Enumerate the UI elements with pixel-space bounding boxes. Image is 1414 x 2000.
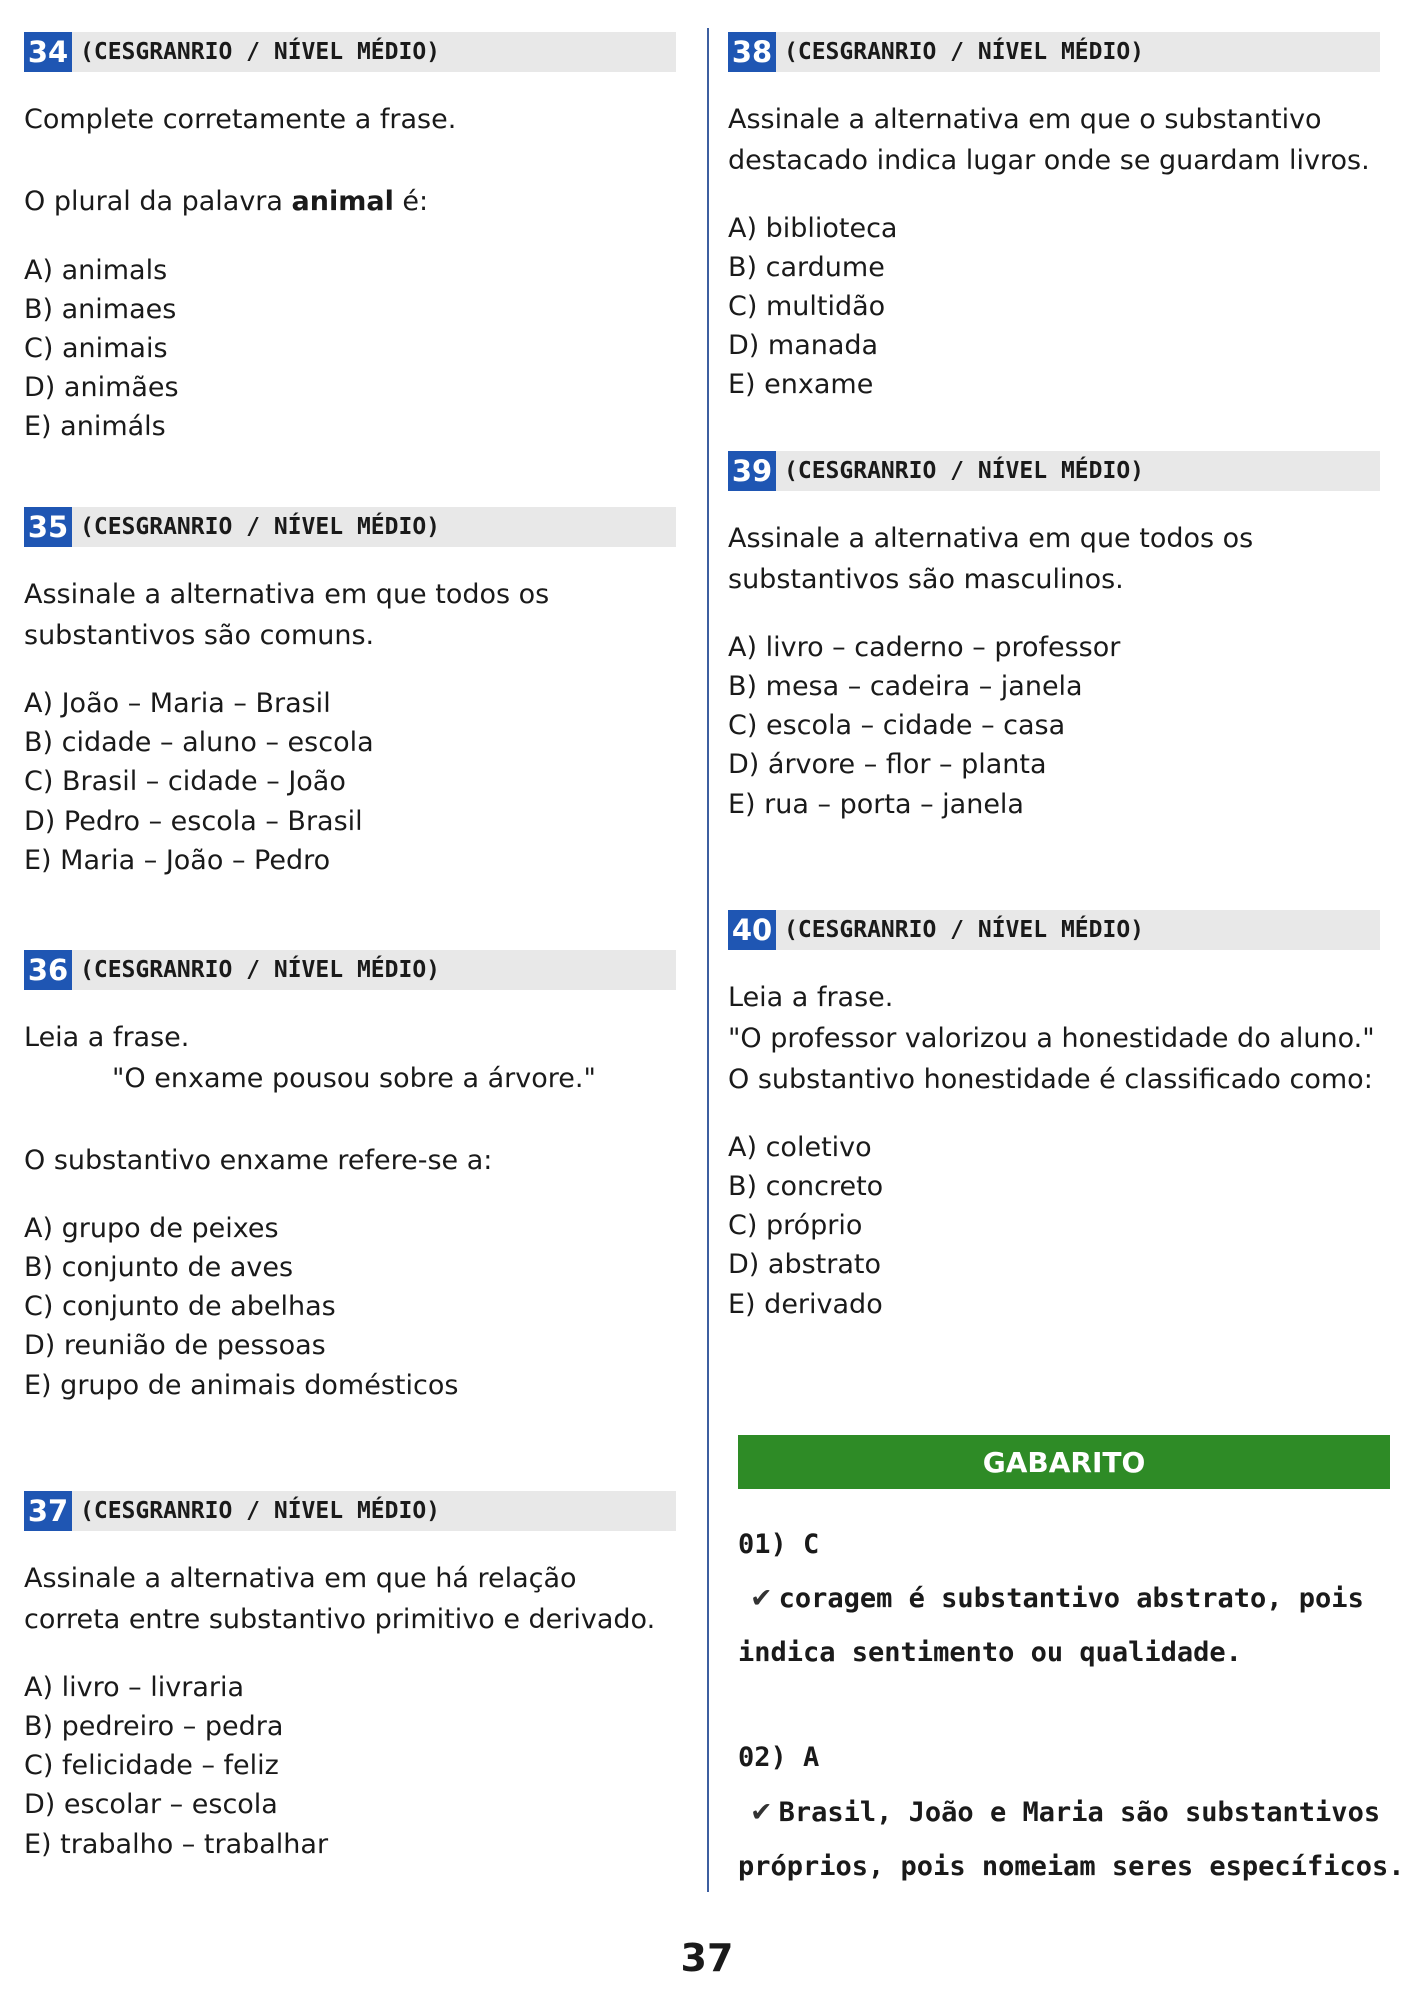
question-34-instruction: Complete corretamente a frase. (24, 104, 457, 135)
question-38-header (728, 32, 1380, 72)
answer-label: 01) C (738, 1529, 820, 1560)
option: B) cardume (728, 252, 885, 283)
question-source: (CESGRANRIO / NÍVEL MÉDIO) (784, 458, 1145, 484)
option: D) Pedro – escola – Brasil (24, 806, 363, 837)
option: A) biblioteca (728, 213, 898, 244)
option: A) João – Maria – Brasil (24, 688, 331, 719)
question-number: 38 (728, 32, 776, 72)
question-38-stem: Assinale a alternativa em que o substantivo (728, 104, 1322, 135)
question-number: 39 (728, 451, 776, 491)
option: C) animais (24, 333, 168, 364)
question-source: (CESGRANRIO / NÍVEL MÉDIO) (784, 39, 1145, 65)
question-37-stem: Assinale a alternativa em que há relação (24, 1563, 577, 1594)
option: B) pedreiro – pedra (24, 1711, 284, 1742)
answer-text: Brasil, João e Maria são substantivos (778, 1797, 1381, 1828)
option: E) derivado (728, 1289, 883, 1320)
option: D) animães (24, 372, 179, 403)
question-34-header (24, 32, 676, 72)
question-40-header (728, 910, 1380, 950)
question-35-header (24, 507, 676, 547)
option: E) Maria – João – Pedro (24, 845, 331, 876)
question-number: 36 (24, 950, 72, 990)
option: C) conjunto de abelhas (24, 1291, 336, 1322)
stem-highlight: animal (291, 186, 394, 217)
option: B) conjunto de aves (24, 1252, 294, 1283)
option: A) animals (24, 255, 168, 286)
option: E) animáls (24, 411, 166, 442)
question-source: (CESGRANRIO / NÍVEL MÉDIO) (80, 957, 441, 983)
option: D) manada (728, 330, 879, 361)
question-39-header (728, 451, 1380, 491)
question-40-instruction: Leia a frase. (728, 982, 894, 1013)
option: E) enxame (728, 369, 874, 400)
question-40-stem: O substantivo honestidade é classificado como: (728, 1064, 1373, 1095)
question-34-stem (24, 182, 428, 222)
gabarito-title: GABARITO (738, 1435, 1390, 1489)
page-number: 37 (680, 1936, 734, 1980)
option: B) cidade – aluno – escola (24, 727, 374, 758)
question-36-header (24, 950, 676, 990)
option: D) abstrato (728, 1249, 881, 1280)
option: E) trabalho – trabalhar (24, 1829, 329, 1860)
option: D) reunião de pessoas (24, 1330, 326, 1361)
option: B) animaes (24, 294, 177, 325)
question-source: (CESGRANRIO / NÍVEL MÉDIO) (80, 514, 441, 540)
question-36-quote: "O enxame pousou sobre a árvore." (112, 1063, 596, 1094)
question-source: (CESGRANRIO / NÍVEL MÉDIO) (80, 1498, 441, 1524)
question-number: 40 (728, 910, 776, 950)
option: A) coletivo (728, 1132, 872, 1163)
option: C) multidão (728, 291, 886, 322)
option: C) próprio (728, 1210, 863, 1241)
option: C) escola – cidade – casa (728, 710, 1066, 741)
answer-explanation: próprios, pois nomeiam seres específicos. (738, 1851, 1405, 1882)
question-36-instruction: Leia a frase. (24, 1022, 190, 1053)
answer-explanation: indica sentimento ou qualidade. (738, 1637, 1242, 1668)
question-35-stem: substantivos são comuns. (24, 620, 375, 651)
question-37-header (24, 1491, 676, 1531)
question-39-stem: substantivos são masculinos. (728, 564, 1124, 595)
option: C) felicidade – feliz (24, 1750, 279, 1781)
question-36-stem: O substantivo enxame refere-se a: (24, 1145, 493, 1176)
question-39-stem: Assinale a alternativa em que todos os (728, 523, 1254, 554)
question-number: 34 (24, 32, 72, 72)
option: B) mesa – cadeira – janela (728, 671, 1083, 702)
answer-explanation (738, 1786, 1380, 1840)
question-38-stem: destacado indica lugar onde se guardam livros. (728, 145, 1370, 176)
checkmark-icon: ✔ (750, 1797, 773, 1828)
column-divider (707, 28, 709, 1892)
option: D) árvore – flor – planta (728, 749, 1047, 780)
question-40-quote: "O professor valorizou a honestidade do aluno." (728, 1023, 1375, 1054)
answer-text: coragem é substantivo abstrato, pois (778, 1583, 1364, 1614)
option: D) escolar – escola (24, 1789, 278, 1820)
option: E) grupo de animais domésticos (24, 1370, 459, 1401)
question-source: (CESGRANRIO / NÍVEL MÉDIO) (784, 917, 1145, 943)
answer-label: 02) A (738, 1742, 820, 1773)
stem-text: é: (393, 186, 429, 217)
option: A) grupo de peixes (24, 1213, 279, 1244)
option: A) livro – livraria (24, 1672, 245, 1703)
question-number: 37 (24, 1491, 72, 1531)
option: B) concreto (728, 1171, 884, 1202)
question-35-stem: Assinale a alternativa em que todos os (24, 579, 550, 610)
option: E) rua – porta – janela (728, 789, 1024, 820)
stem-text: O plural da palavra (24, 186, 292, 217)
answer-explanation (738, 1572, 1364, 1626)
option: C) Brasil – cidade – João (24, 766, 346, 797)
checkmark-icon: ✔ (750, 1583, 773, 1614)
question-number: 35 (24, 507, 72, 547)
question-source: (CESGRANRIO / NÍVEL MÉDIO) (80, 39, 441, 65)
question-37-stem: correta entre substantivo primitivo e derivado. (24, 1604, 656, 1635)
option: A) livro – caderno – professor (728, 632, 1121, 663)
